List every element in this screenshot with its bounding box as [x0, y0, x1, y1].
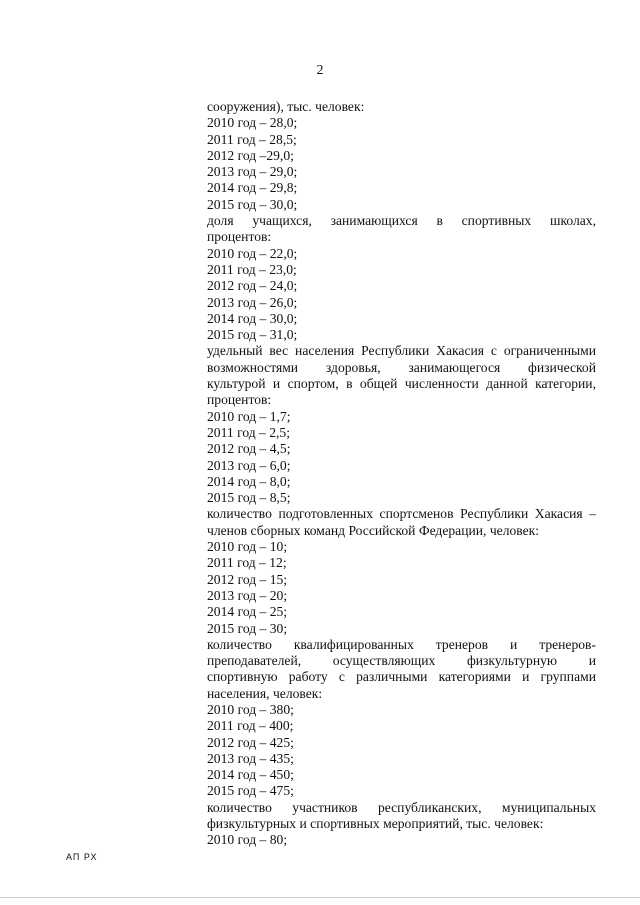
text-line: 2010 год – 10; [207, 539, 288, 555]
text-line: 2013 год – 29,0; [207, 164, 298, 180]
text-line: 2014 год – 29,8; [207, 180, 298, 196]
text-line: 2011 год – 23,0; [207, 261, 297, 277]
text-line: 2015 год – 475; [207, 783, 294, 799]
text-line: 2013 год – 6,0; [207, 457, 291, 473]
text-line: 2011 год – 12; [207, 555, 287, 571]
text-line: спортивную работу с различными категориями и группами [207, 669, 596, 685]
text-line: 2014 год – 450; [207, 767, 294, 783]
text-line: процентов: [207, 229, 272, 245]
text-line: 2012 год – 24,0; [207, 278, 298, 294]
text-line: населения, человек: [207, 685, 323, 701]
text-line: доля учащихся, занимающихся в спортивных школах, [207, 213, 596, 229]
text-line: процентов: [207, 392, 272, 408]
text-line: 2015 год – 31,0; [207, 327, 298, 343]
text-line: 2013 год – 26,0; [207, 294, 298, 310]
text-line: удельный вес населения Республики Хакасия с ограниченными [207, 343, 596, 359]
text-line: 2010 год – 1,7; [207, 408, 291, 424]
text-line: 2014 год – 25; [207, 604, 288, 620]
document-body [207, 99, 596, 849]
text-line: количество подготовленных спортсменов Республики Хакасия – [207, 506, 596, 522]
text-line: 2012 год – 15; [207, 571, 288, 587]
footer-mark: АП РХ [66, 852, 98, 862]
text-line: 2011 год – 28,5; [207, 131, 297, 147]
text-line: 2012 год – 425; [207, 734, 294, 750]
text-line: сооружения), тыс. человек: [207, 99, 365, 114]
text-line: 2010 год – 380; [207, 701, 294, 717]
page-bottom-edge [0, 897, 640, 898]
text-line: количество участников республиканских, муниципальных [207, 799, 596, 815]
text-line: 2012 год –29,0; [207, 147, 294, 163]
text-line: 2010 год – 28,0; [207, 115, 298, 131]
text-line: 2011 год – 400; [207, 718, 294, 734]
text-line: 2014 год – 8,0; [207, 473, 291, 489]
text-line: членов сборных команд Российской Федерации, человек: [207, 522, 540, 538]
text-line: количество квалифицированных тренеров и тренеров- [207, 636, 596, 652]
text-line: культурой и спортом, в общей численности данной категории, [207, 376, 596, 392]
page-number: 2 [316, 63, 324, 78]
text-line: возможностями здоровья, занимающегося физической [207, 359, 596, 375]
text-line: 2010 год – 80; [207, 832, 288, 848]
text-line: 2011 год – 2,5; [207, 424, 291, 440]
text-line: 2013 год – 20; [207, 587, 288, 603]
text-line: 2012 год – 4,5; [207, 441, 291, 457]
text-line: 2015 год – 8,5; [207, 490, 291, 506]
text-line: 2015 год – 30,0; [207, 196, 298, 212]
text-line: 2015 год – 30; [207, 620, 288, 636]
text-line: физкультурных и спортивных мероприятий, тыс. человек: [207, 816, 544, 832]
text-line: преподавателей, осуществляющих физкультурную и [207, 653, 596, 669]
text-line: 2014 год – 30,0; [207, 310, 298, 326]
text-line: 2010 год – 22,0; [207, 245, 298, 261]
text-line: 2013 год – 435; [207, 750, 294, 766]
